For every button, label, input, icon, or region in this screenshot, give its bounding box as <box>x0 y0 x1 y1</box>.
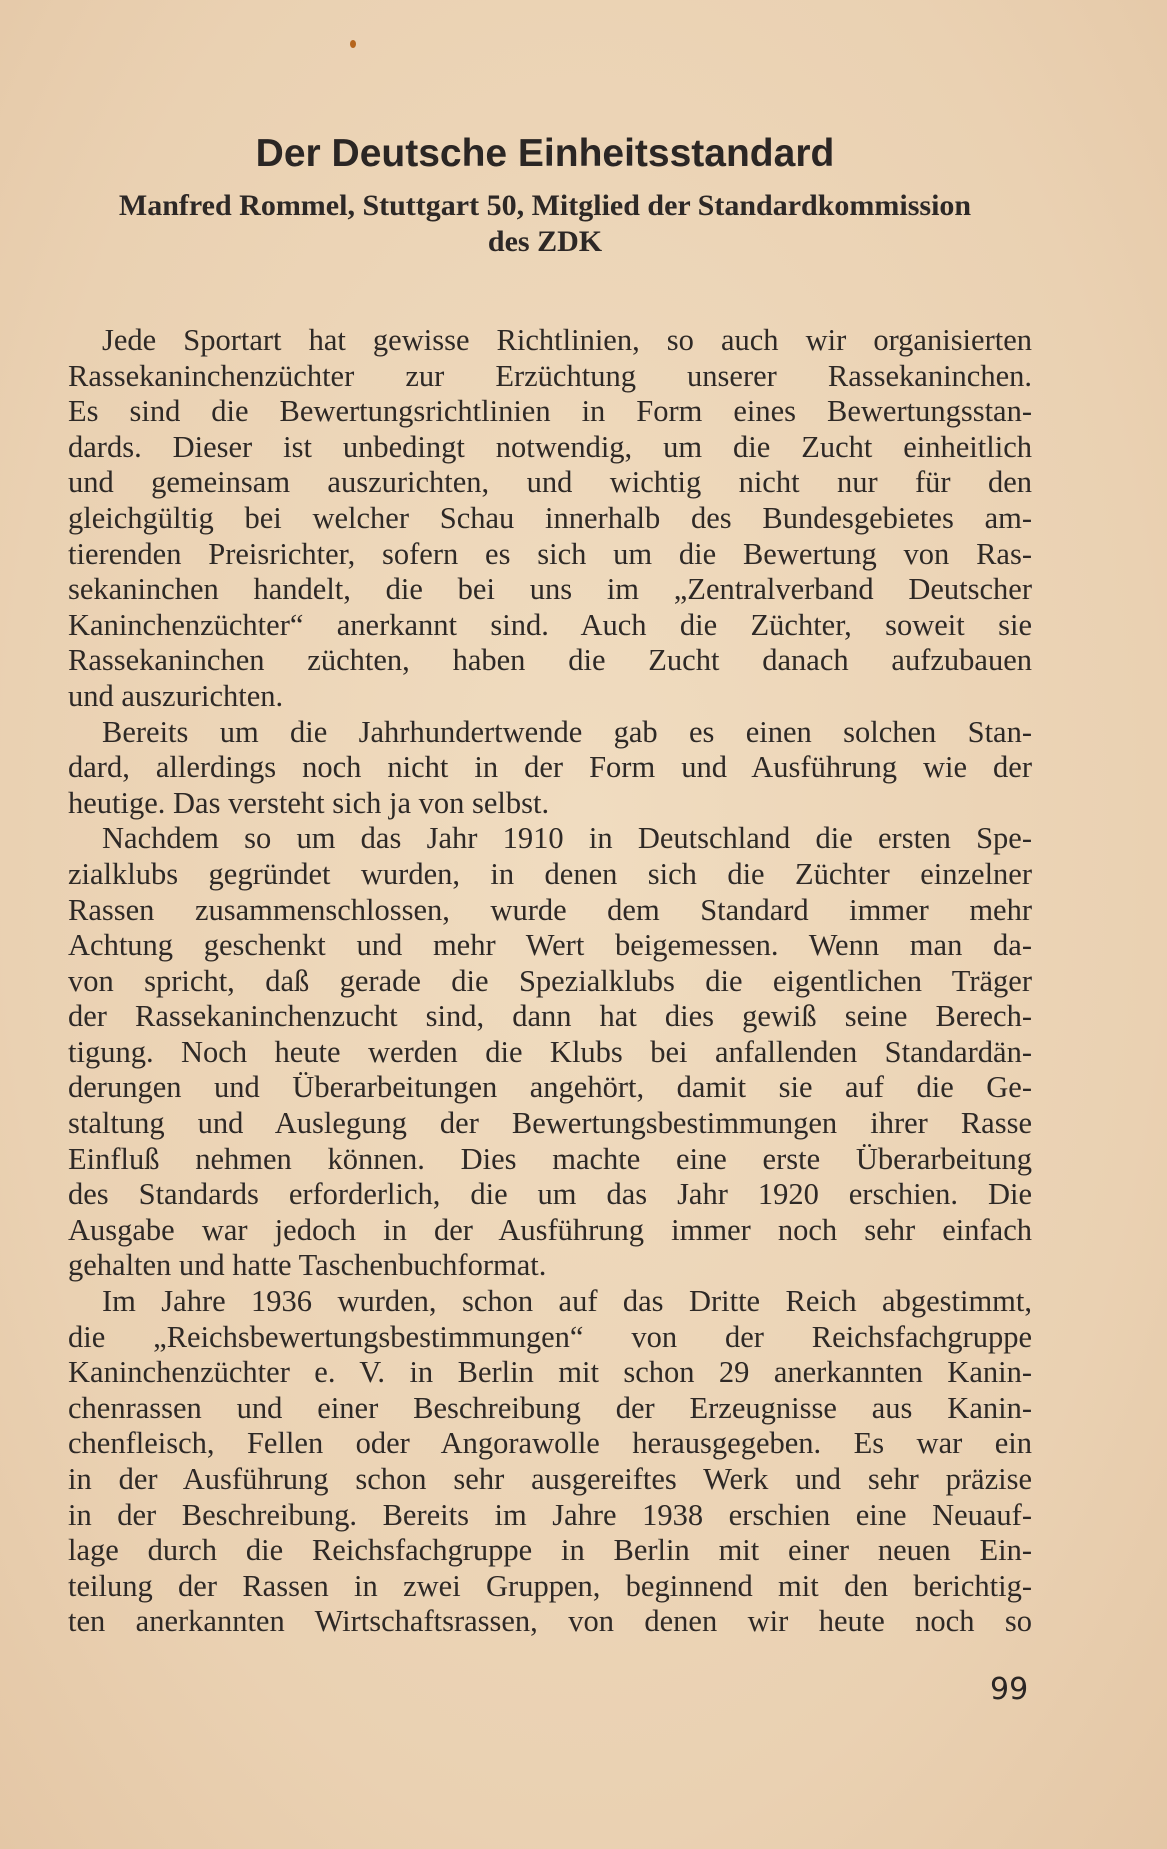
text-line: in der Ausführung schon sehr ausgereiftes Werk und sehr präzise <box>68 1462 1032 1496</box>
text-line: Kaninchenzüchter e. V. in Berlin mit schon 29 anerkannten Kanin- <box>68 1355 1032 1390</box>
author-byline <box>60 188 1030 260</box>
text-line: Rassen zusammenschlossen, wurde dem Standard immer mehr <box>68 892 1032 927</box>
text-line: dards. Dieser ist unbedingt notwendig, um die Zucht einheitlich <box>68 429 1032 464</box>
text-line: von spricht, daß gerade die Spezialklubs die eigentlichen Träger <box>68 963 1032 998</box>
text-line: in der Beschreibung. Bereits im Jahre 1938 erschien eine Neuauf- <box>68 1497 1032 1532</box>
text-line: Nachdem so um das Jahr 1910 in Deutschland die ersten Spe- <box>102 821 1032 856</box>
author-line: des ZDK <box>487 225 603 258</box>
text-line: Rassekaninchen züchten, haben die Zucht danach aufzubauen <box>68 643 1032 678</box>
author-line: Manfred Rommel, Stuttgart 50, Mitglied der Standardkommission <box>118 189 972 222</box>
text-line: sekaninchen handelt, die bei uns im „Zentralverband Deutscher <box>68 572 1032 607</box>
text-line: Bereits um die Jahrhundertwende gab es einen solchen Stan- <box>102 714 1032 749</box>
text-line: zialklubs gegründet wurden, in denen sich die Züchter einzelner <box>68 856 1032 891</box>
text-line: Ausgabe war jedoch in der Ausführung immer noch sehr einfach <box>68 1212 1032 1247</box>
article-title: Der Deutsche Einheitsstandard <box>255 132 835 176</box>
text-line: gehalten und hatte Taschenbuchformat. <box>68 1248 547 1283</box>
text-line: dard, allerdings noch nicht in der Form und Ausführung wie der <box>68 750 1032 785</box>
text-line: ten anerkannten Wirtschaftsrassen, von denen wir heute noch so <box>68 1604 1032 1639</box>
text-line: gleichgültig bei welcher Schau innerhalb des Bundesgebietes am- <box>68 500 1032 535</box>
text-line: chenrassen und einer Beschreibung der Erzeugnisse aus Kanin- <box>68 1390 1032 1425</box>
paragraph <box>68 821 1032 1284</box>
text-line: und auszurichten. <box>68 678 284 713</box>
text-line: chenfleisch, Fellen oder Angorawolle herausgegeben. Es war ein <box>68 1426 1032 1461</box>
text-line: der Rassekaninchenzucht sind, dann hat dies gewiß seine Berech- <box>68 999 1032 1034</box>
paragraph <box>68 715 1032 822</box>
text-line: Einfluß nehmen können. Dies machte eine erste Überarbeitung <box>68 1141 1032 1176</box>
text-line: heutige. Das versteht sich ja von selbst. <box>68 785 550 820</box>
text-line: staltung und Auslegung der Bewertungsbestimmungen ihrer Rasse <box>68 1106 1032 1141</box>
text-line: derungen und Überarbeitungen angehört, damit sie auf die Ge- <box>68 1070 1032 1105</box>
text-line: Im Jahre 1936 wurden, schon auf das Dritte Reich abgestimmt, <box>102 1284 1032 1319</box>
paragraph <box>68 323 1032 715</box>
text-line: teilung der Rassen in zwei Gruppen, beginnend mit den berichtig- <box>68 1568 1032 1603</box>
text-line: Kaninchenzüchter“ anerkannt sind. Auch die Züchter, soweit sie <box>68 607 1032 642</box>
text-line: Es sind die Bewertungsrichtlinien in Form eines Bewertungsstan- <box>68 394 1032 429</box>
text-line: Rassekaninchenzüchter zur Erzüchtung unserer Rassekaninchen. <box>68 358 1032 393</box>
text-line: lage durch die Reichsfachgruppe in Berlin mit einer neuen Ein- <box>68 1533 1032 1568</box>
paragraph <box>68 1284 1032 1640</box>
page-number: 99 <box>990 1672 1029 1707</box>
text-line: tierenden Preisrichter, sofern es sich um die Bewertung von Ras- <box>68 536 1032 571</box>
text-line: Jede Sportart hat gewisse Richtlinien, so auch wir organisierten <box>102 323 1032 357</box>
text-line: und gemeinsam auszurichten, und wichtig nicht nur für den <box>68 465 1032 500</box>
text-line: die „Reichsbewertungsbestimmungen“ von der Reichsfachgruppe <box>68 1319 1032 1354</box>
article-body <box>68 323 1032 1640</box>
text-line: Achtung geschenkt und mehr Wert beigemessen. Wenn man da- <box>68 928 1032 963</box>
text-line: tigung. Noch heute werden die Klubs bei anfallenden Standardän- <box>68 1034 1032 1069</box>
paper-stain <box>350 40 356 48</box>
text-line: des Standards erforderlich, die um das Jahr 1920 erschien. Die <box>68 1177 1032 1212</box>
